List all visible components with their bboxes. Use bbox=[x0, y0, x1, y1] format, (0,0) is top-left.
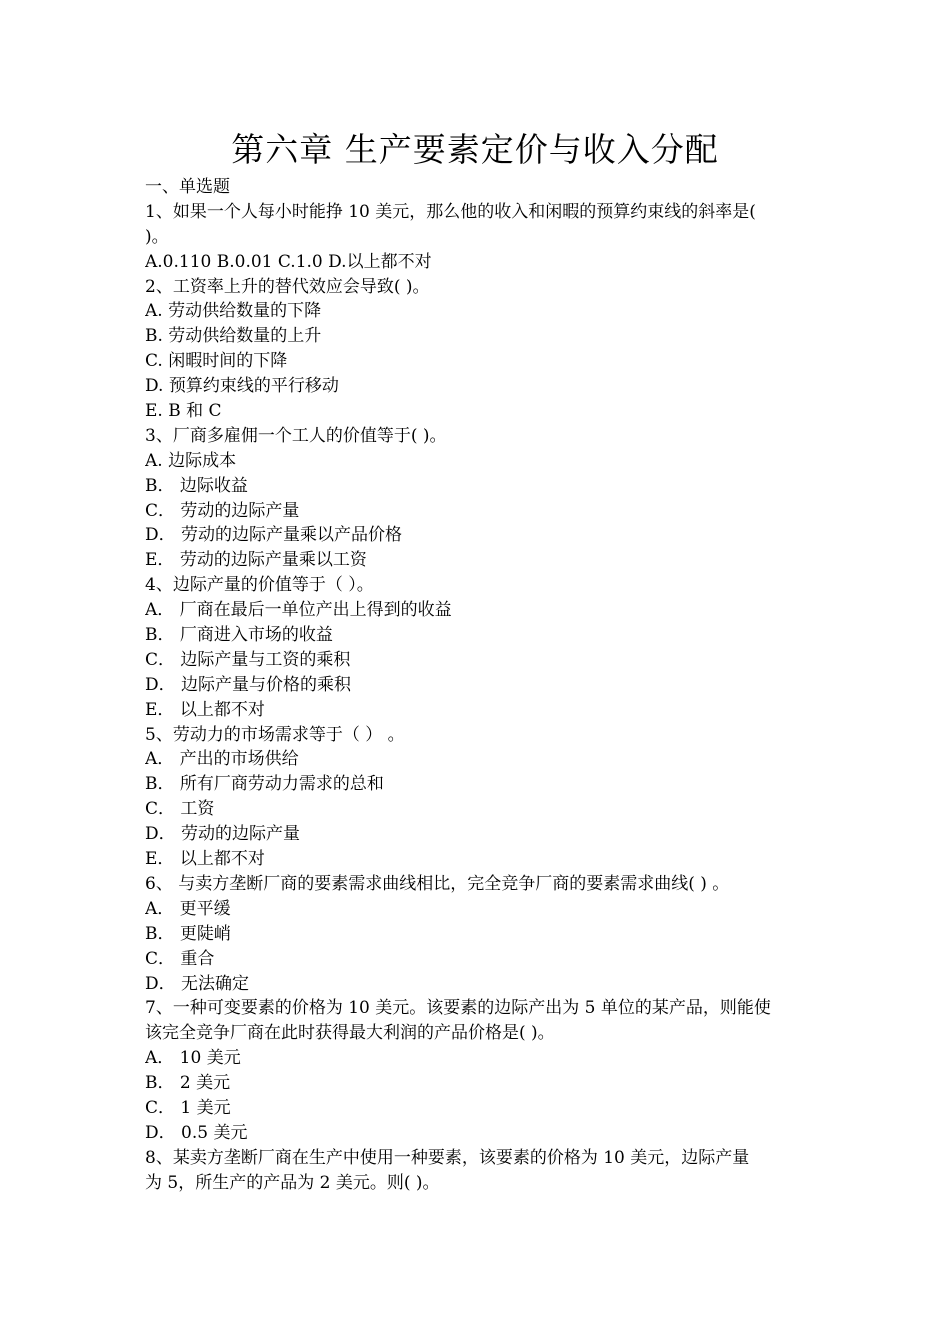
text-line: D． 0.5 美元 bbox=[145, 1122, 248, 1143]
text-line: 2、工资率上升的替代效应会导致( )。 bbox=[145, 276, 430, 297]
text-line: B． 厂商进入市场的收益 bbox=[145, 625, 333, 646]
text-line: D. 预算约束线的平行移动 bbox=[145, 376, 339, 397]
text-line: 3、厂商多雇佣一个工人的价值等于( )。 bbox=[145, 425, 447, 446]
document-title: 第六章 生产要素定价与收入分配 bbox=[231, 130, 719, 169]
text-line: A. 边际成本 bbox=[145, 450, 237, 471]
text-line: 1、如果一个人每小时能挣 10 美元，那么他的收入和闲暇的预算约束线的斜率是( bbox=[145, 201, 756, 222]
text-line: C． 边际产量与工资的乘积 bbox=[145, 649, 351, 670]
text-line: A． 10 美元 bbox=[145, 1048, 241, 1069]
text-line: 8、某卖方垄断厂商在生产中使用一种要素，该要素的价格为 10 美元，边际产量 bbox=[145, 1147, 750, 1168]
text-line: D． 劳动的边际产量乘以产品价格 bbox=[145, 525, 403, 546]
text-line: D． 边际产量与价格的乘积 bbox=[145, 674, 352, 695]
text-line: 该完全竞争厂商在此时获得最大利润的产品价格是( )。 bbox=[145, 1023, 555, 1044]
text-line: 6、 与卖方垄断厂商的要素需求曲线相比，完全竞争厂商的要素需求曲线( ) 。 bbox=[145, 873, 730, 894]
text-line: 4、边际产量的价值等于（ ）。 bbox=[145, 575, 374, 596]
text-line: B． 更陡峭 bbox=[145, 923, 231, 944]
text-line: C． 1 美元 bbox=[145, 1097, 231, 1118]
text-line: 一、单选题 bbox=[145, 177, 230, 197]
text-line: A． 厂商在最后一单位产出上得到的收益 bbox=[145, 600, 452, 621]
text-line: 7、一种可变要素的价格为 10 美元。该要素的边际产出为 5 单位的某产品，则能使 bbox=[145, 998, 771, 1019]
text-line: D． 无法确定 bbox=[145, 973, 250, 994]
text-line: E． 劳动的边际产量乘以工资 bbox=[145, 550, 367, 571]
text-line: E． 以上都不对 bbox=[145, 699, 265, 720]
text-line: 为 5，所生产的产品为 2 美元。则( )。 bbox=[145, 1172, 440, 1193]
text-line: C． 工资 bbox=[145, 799, 215, 820]
text-line: B. 劳动供给数量的上升 bbox=[145, 326, 322, 347]
text-line: C． 劳动的边际产量 bbox=[145, 500, 300, 521]
text-line: B． 所有厂商劳动力需求的总和 bbox=[145, 774, 384, 795]
text-line: B． 边际收益 bbox=[145, 475, 248, 496]
text-line: C． 重合 bbox=[145, 948, 215, 969]
text-line: A． 更平缓 bbox=[145, 898, 231, 919]
text-line: E． 以上都不对 bbox=[145, 849, 265, 870]
text-line: A． 产出的市场供给 bbox=[145, 749, 299, 770]
text-line: E. B 和 C bbox=[145, 401, 222, 422]
document-body bbox=[145, 175, 810, 1196]
text-line: 5、劳动力的市场需求等于（ ） 。 bbox=[145, 724, 405, 745]
text-line: B． 2 美元 bbox=[145, 1073, 231, 1094]
text-line: )。 bbox=[145, 226, 169, 247]
text-line: D． 劳动的边际产量 bbox=[145, 824, 301, 845]
text-line: A. 劳动供给数量的下降 bbox=[145, 301, 322, 322]
text-line: C. 闲暇时间的下降 bbox=[145, 351, 288, 372]
text-line: A.0.110 B.0.01 C.1.0 D.以上都不对 bbox=[145, 251, 432, 272]
